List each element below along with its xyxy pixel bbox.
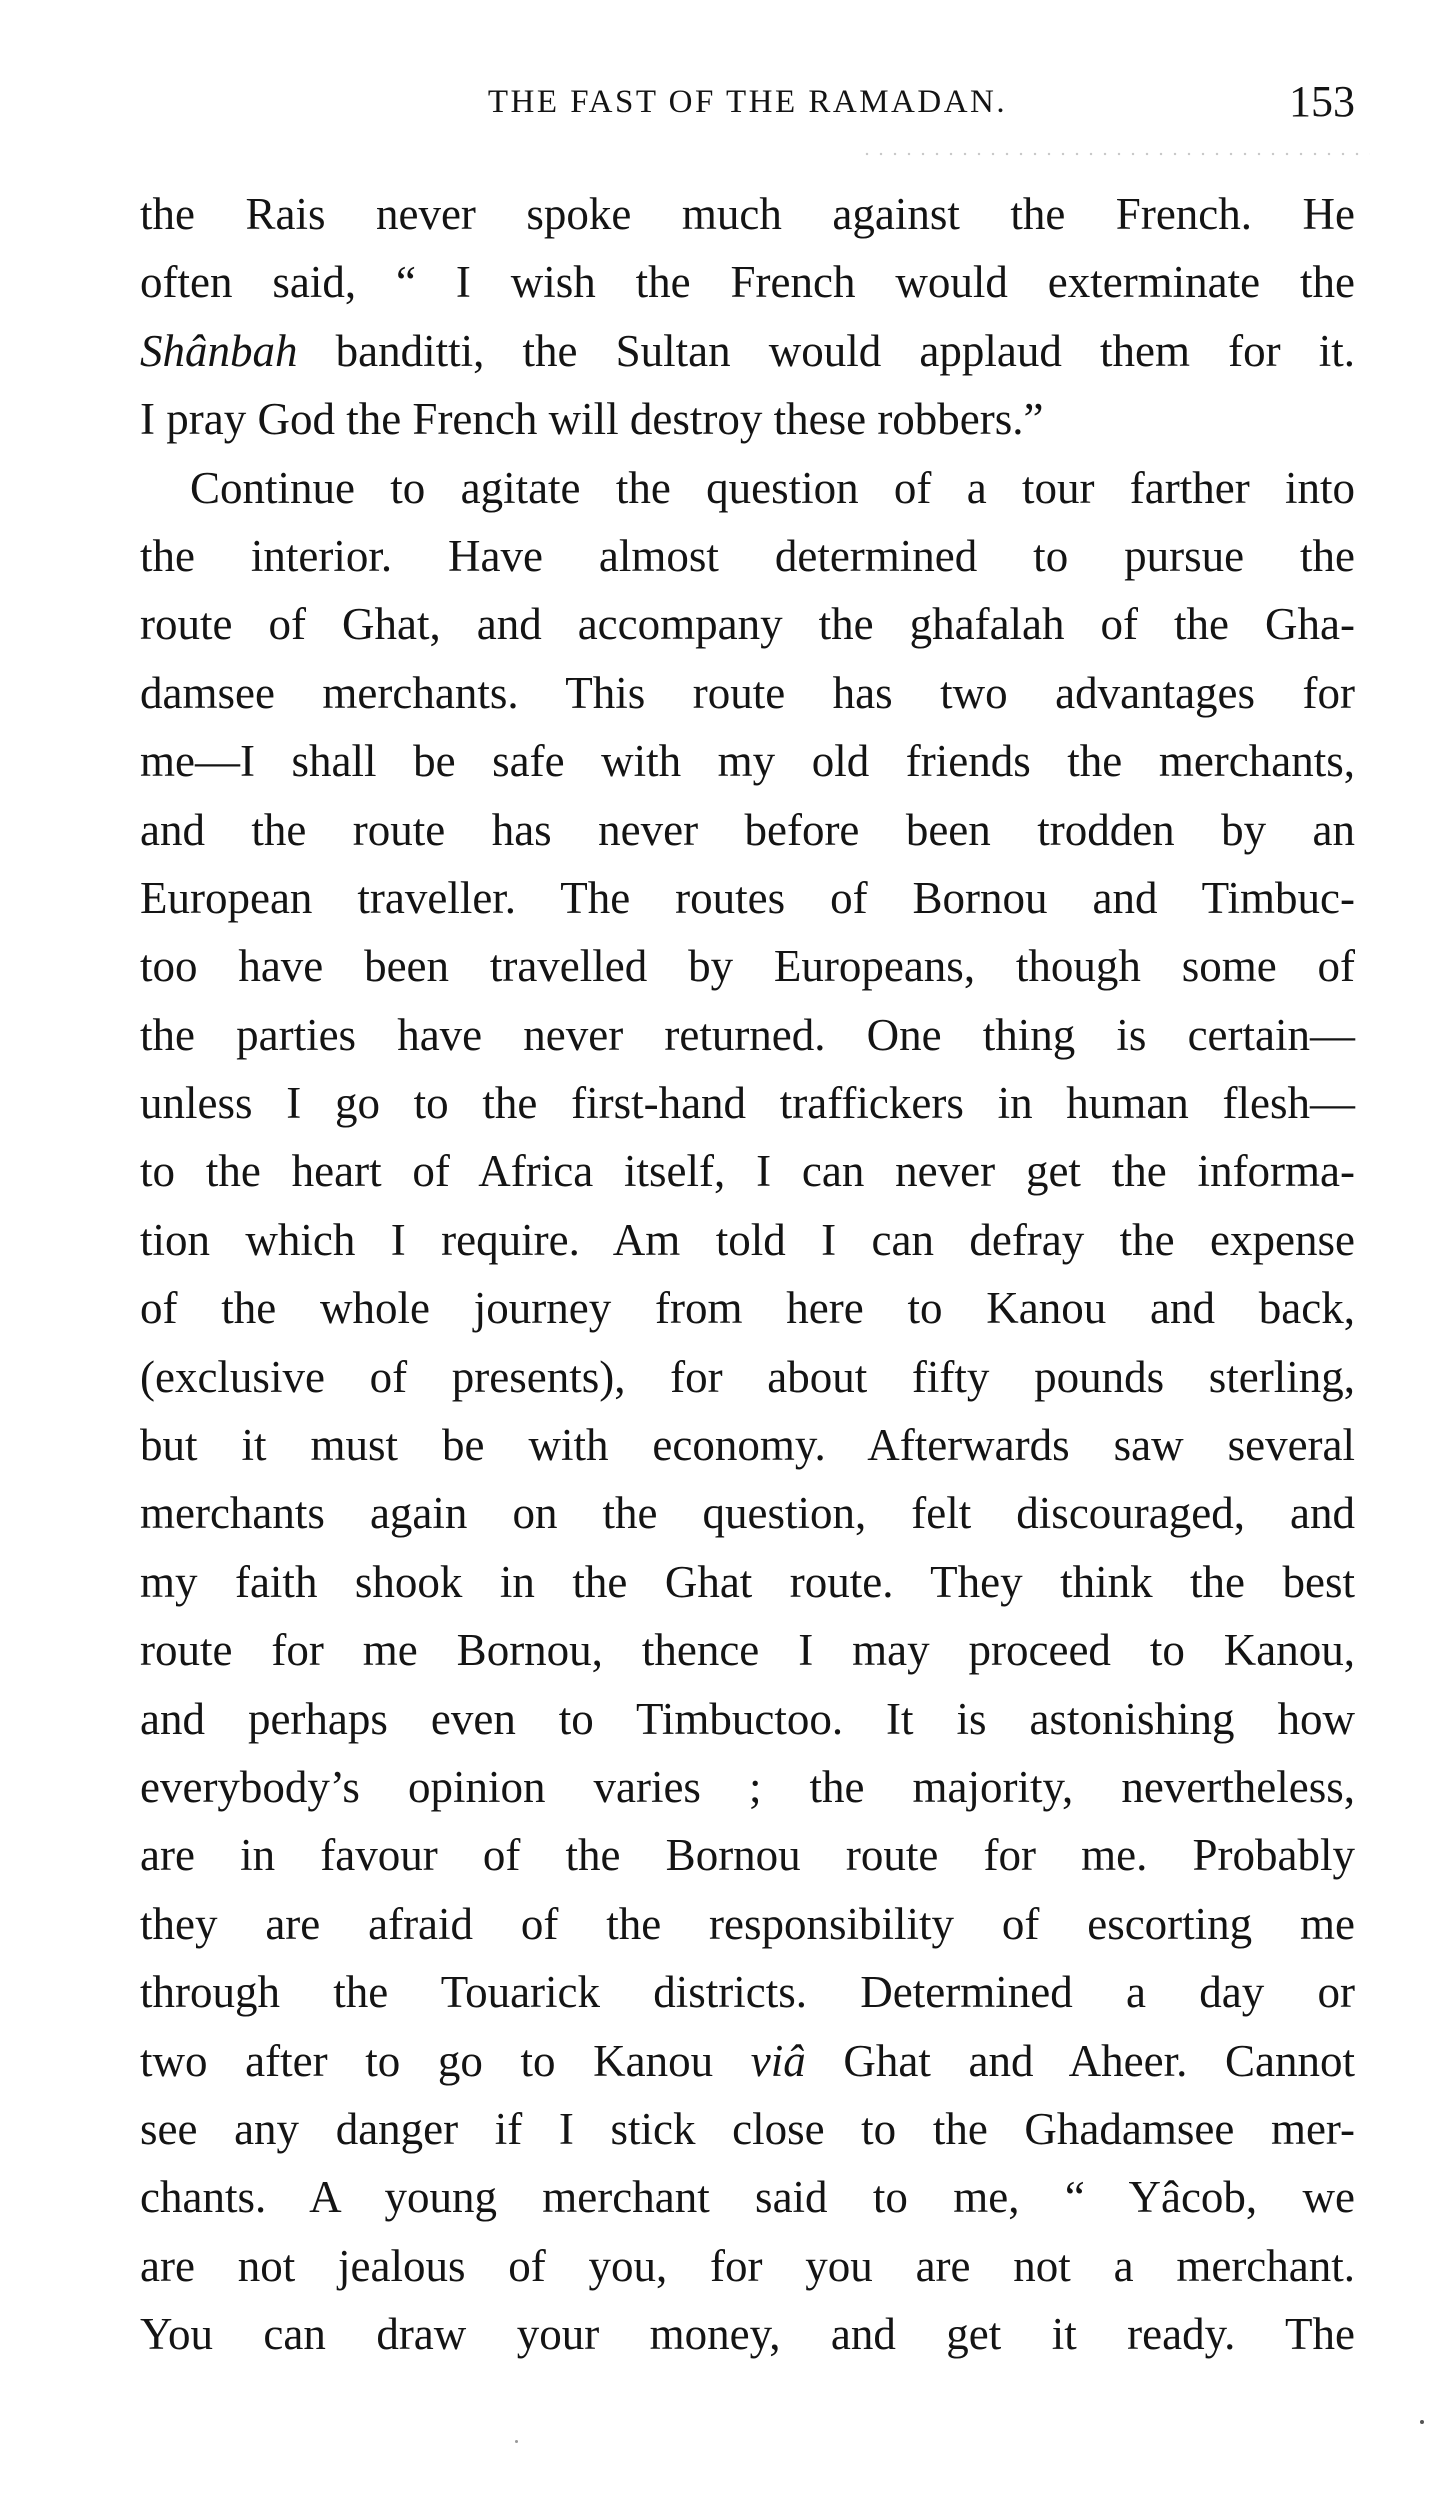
text-line: the interior. Have almost determined to pursue the	[140, 530, 1355, 581]
page-number: 153	[1289, 77, 1355, 126]
text-line: but it must be with economy. Afterwards saw several	[140, 1420, 1355, 1471]
text-line: the Rais never spoke much against the French. He	[140, 189, 1355, 239]
line-text: two after to go to Kanou	[140, 2035, 751, 2086]
text-line: route of Ghat, and accompany the ghafalah of the Gha-	[140, 599, 1355, 650]
text-line: I pray God the French will destroy these robbers.”	[140, 394, 1044, 445]
line-text: Ghat and Aheer. Cannot	[805, 2035, 1355, 2086]
text-line: me—I shall be safe with my old friends the merchants,	[140, 736, 1355, 787]
text-line: You can draw your money, and get it ready. The	[140, 2309, 1355, 2360]
text-line: too have been travelled by Europeans, though some of	[140, 941, 1355, 992]
text-line: the parties have never returned. One thing is certain—	[140, 1009, 1355, 1060]
text-line: everybody’s opinion varies ; the majority, nevertheless,	[140, 1761, 1355, 1812]
text-line: tion which I require. Am told I can defray the expense	[140, 1214, 1355, 1265]
italic-term: viâ	[750, 2035, 806, 2086]
text-line: of the whole journey from here to Kanou and back,	[140, 1283, 1355, 1334]
italic-term: Shânbah	[140, 325, 298, 376]
paragraph-first-line: Continue to agitate the question of a tour farther into	[190, 462, 1355, 513]
text-line: chants. A young merchant said to me, “ Yâcob, we	[140, 2172, 1355, 2223]
text-line: unless I go to the first-hand traffickers in human flesh—	[140, 1078, 1355, 1129]
header-dotted-rule	[860, 152, 1370, 156]
text-line: route for me Bornou, thence I may proceed to Kanou,	[140, 1625, 1355, 1676]
text-line: and the route has never before been trodden by an	[140, 804, 1355, 855]
print-speck	[515, 2440, 518, 2443]
text-line: to the heart of Africa itself, I can never get the informa-	[140, 1146, 1355, 1197]
text-line: my faith shook in the Ghat route. They think the best	[140, 1556, 1355, 1607]
text-line: they are afraid of the responsibility of escorting me	[140, 1898, 1355, 1949]
text-line: through the Touarick districts. Determined a day or	[140, 1967, 1355, 2018]
text-line: are not jealous of you, for you are not a merchant.	[140, 2240, 1355, 2291]
text-line: are in favour of the Bornou route for me. Probably	[140, 1830, 1355, 1881]
text-line: damsee merchants. This route has two advantages for	[140, 667, 1355, 718]
text-line	[140, 2027, 1355, 2095]
text-line: see any danger if I stick close to the Ghadamsee mer-	[140, 2103, 1355, 2154]
text-line: European traveller. The routes of Bornou and Timbuc-	[140, 872, 1355, 923]
print-speck	[1420, 2420, 1424, 2424]
body-text	[140, 180, 1355, 2369]
text-line: (exclusive of presents), for about fifty pounds sterling,	[140, 1351, 1355, 1402]
line-text: banditti, the Sultan would applaud them for it.	[297, 325, 1355, 376]
text-line: often said, “ I wish the French would exterminate the	[140, 257, 1355, 308]
text-line: merchants again on the question, felt discouraged, and	[140, 1488, 1355, 1539]
text-line: and perhaps even to Timbuctoo. It is astonishing how	[140, 1693, 1355, 1744]
text-line	[140, 317, 1355, 385]
running-head	[140, 76, 1355, 136]
running-title: THE FAST OF THE RAMADAN.	[487, 84, 1008, 120]
